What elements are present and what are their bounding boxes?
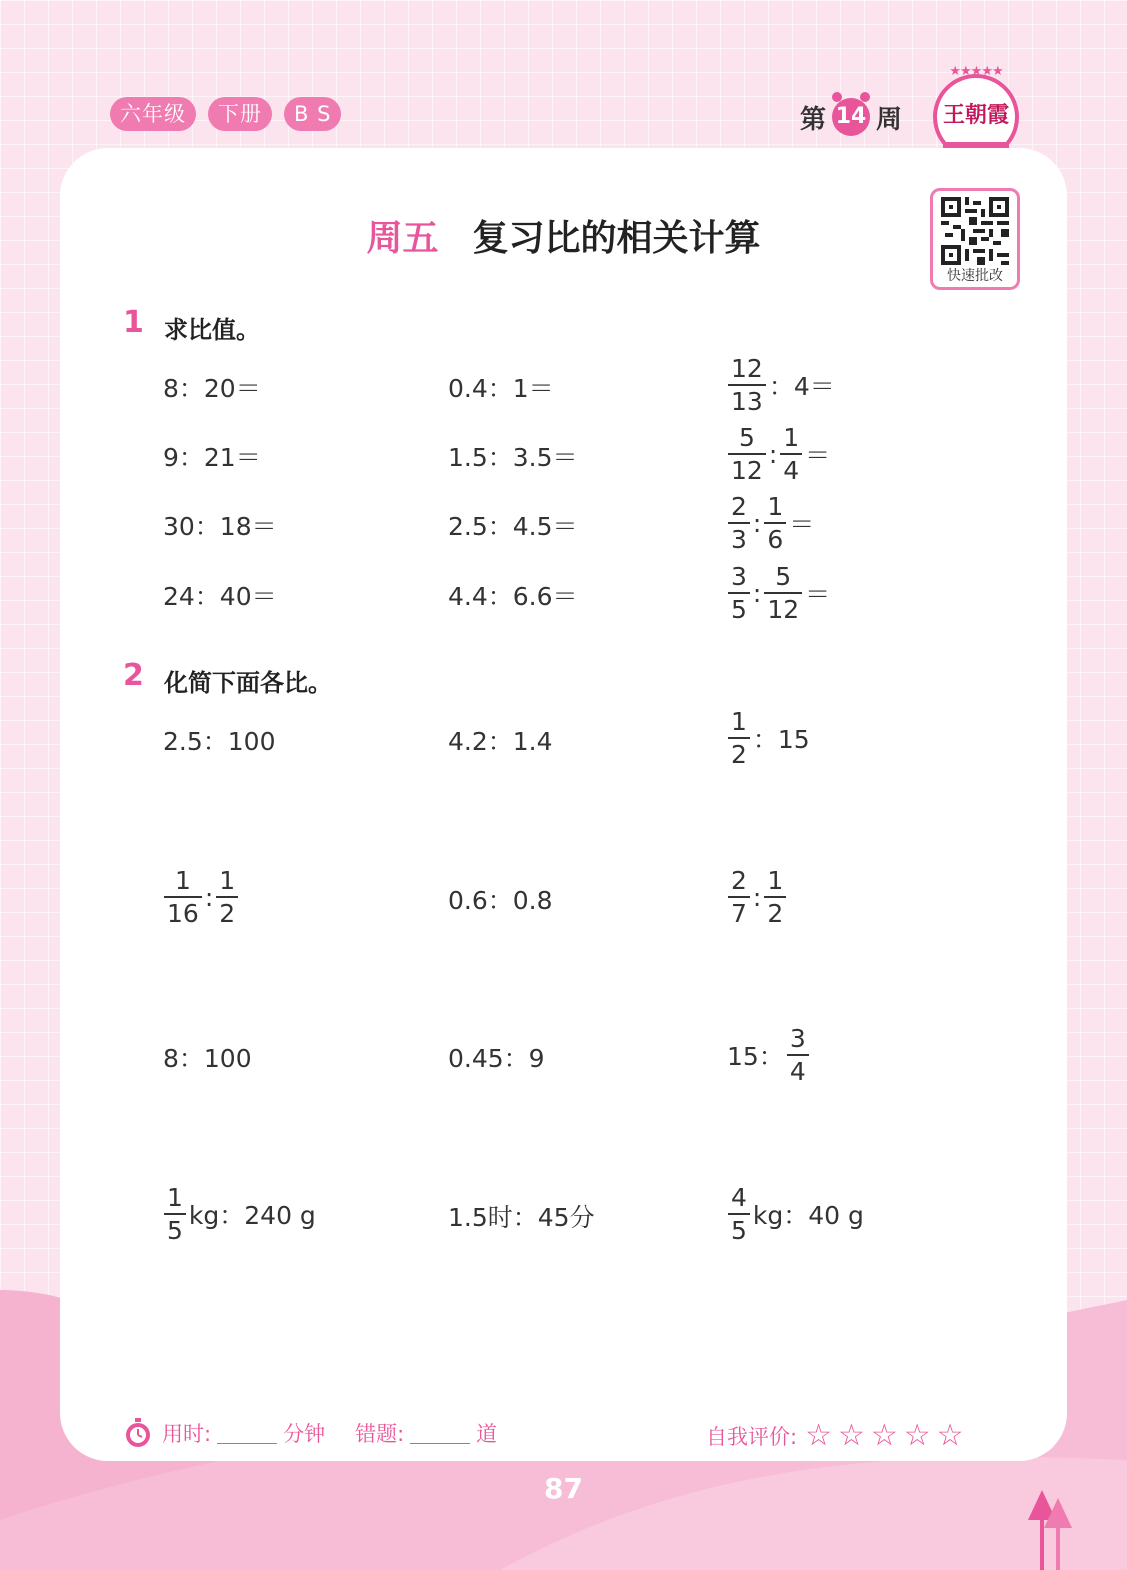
denominator: 16: [164, 896, 202, 926]
s1-item-3-1: 30：18＝: [163, 512, 277, 541]
week-prefix: 第: [800, 104, 827, 135]
time-label: 用时:: [162, 1422, 212, 1446]
numerator: 1: [174, 866, 191, 895]
s2-item-4-3: [725, 1185, 864, 1243]
s1-item-3-2: 2.5：4.5＝: [448, 512, 578, 541]
denominator: 6: [764, 522, 786, 552]
s1-item-3-3: [725, 494, 814, 552]
fraction: [728, 425, 766, 483]
s2-item-4-2: 1.5时：45分: [448, 1203, 595, 1232]
fraction: [728, 356, 766, 414]
arrow-up-icon: [1028, 1490, 1076, 1570]
expression-prefix: 15：: [727, 1042, 784, 1071]
numerator: 1: [167, 1183, 183, 1212]
qr-code-icon: [941, 197, 1009, 265]
denominator: 2: [728, 737, 750, 767]
fraction: [728, 494, 750, 552]
time-unit: 分钟: [283, 1422, 326, 1446]
expression-rest: kg：240 g: [188, 1201, 316, 1230]
section-1-title: 求比值。: [164, 316, 260, 344]
week-indicator: [800, 98, 902, 136]
volume-pill: 下册: [208, 97, 272, 131]
fraction: [164, 868, 202, 926]
expression-rest: ：4＝: [768, 372, 835, 401]
title-day: 周五: [366, 218, 439, 259]
denominator: 3: [728, 522, 750, 552]
fraction: [728, 709, 750, 767]
numerator: 2: [731, 492, 747, 521]
errors-unit: 道: [476, 1422, 498, 1446]
numerator: 1: [731, 707, 747, 736]
s2-item-1-1: 2.5：100: [163, 727, 276, 756]
denominator: 5: [728, 592, 750, 622]
ratio-colon: :: [752, 508, 762, 538]
numerator: 5: [738, 423, 755, 452]
denominator: 4: [787, 1054, 809, 1084]
denominator: 12: [728, 453, 766, 483]
s1-item-4-2: 4.4：6.6＝: [448, 582, 578, 611]
self-evaluation: [706, 1418, 970, 1453]
s2-item-2-3: [725, 868, 789, 926]
rating-stars-icon[interactable]: ☆☆☆☆☆: [805, 1418, 970, 1453]
page-number: 87: [544, 1472, 583, 1505]
logo-text: 王朝霞: [942, 102, 1009, 128]
time-input[interactable]: [217, 1423, 277, 1444]
section-2-title: 化简下面各比。: [164, 669, 332, 697]
denominator: 12: [764, 592, 802, 622]
logo-stars-icon: ★★★★★: [949, 64, 1003, 79]
fraction: [728, 868, 750, 926]
ratio-colon: :: [752, 882, 762, 912]
numerator: 5: [775, 562, 792, 591]
numerator: 1: [767, 492, 784, 521]
s1-item-4-1: 24：40＝: [163, 582, 277, 611]
denominator: 2: [764, 896, 786, 926]
denominator: 4: [780, 453, 802, 483]
denominator: 7: [728, 896, 750, 926]
fraction: [764, 564, 802, 622]
numerator: 4: [731, 1183, 747, 1212]
qr-label: 快速批改: [947, 268, 1003, 284]
expression-rest: ＝: [805, 580, 831, 609]
ratio-colon: :: [768, 439, 778, 469]
errors-label: 错题:: [355, 1422, 405, 1446]
numerator: 3: [789, 1024, 806, 1053]
s2-item-2-2: 0.6：0.8: [448, 886, 553, 915]
numerator: 12: [731, 354, 763, 383]
denominator: 13: [728, 384, 766, 414]
expression-rest: ＝: [805, 441, 831, 470]
expression-rest: ＝: [789, 510, 815, 539]
s1-item-2-2: 1.5：3.5＝: [448, 443, 578, 472]
s1-item-1-1: 8：20＝: [163, 374, 261, 403]
time-errors-record: [124, 1418, 497, 1448]
denominator: 5: [164, 1213, 186, 1243]
s1-item-1-3: [725, 356, 835, 414]
s2-item-3-3: [727, 1026, 812, 1084]
ratio-colon: :: [752, 578, 762, 608]
grade-tags: [110, 97, 341, 133]
ratio-colon: :: [204, 882, 214, 912]
edition-pill: B S: [284, 97, 341, 131]
fraction: [787, 1026, 809, 1084]
week-suffix: 周: [876, 104, 903, 135]
errors-input[interactable]: [410, 1423, 470, 1444]
fraction: [764, 868, 786, 926]
s2-item-2-1: [161, 868, 241, 926]
stopwatch-icon: [124, 1418, 152, 1448]
title-topic: 复习比的相关计算: [472, 218, 761, 259]
grade-pill: 六年级: [110, 97, 196, 131]
denominator: 2: [216, 896, 238, 926]
expression-rest: kg：40 g: [752, 1201, 864, 1230]
fraction: [728, 1185, 750, 1243]
s2-item-3-1: 8：100: [163, 1044, 252, 1073]
denominator: 5: [728, 1213, 750, 1243]
s1-item-1-2: 0.4：1＝: [448, 374, 554, 403]
s2-item-1-2: 4.2：1.4: [448, 727, 553, 756]
expression-rest: ：15: [752, 725, 810, 754]
fraction: [164, 1185, 186, 1243]
numerator: 1: [783, 423, 800, 452]
week-number-badge: 14: [832, 98, 870, 136]
fraction: [728, 564, 750, 622]
self-eval-label: 自我评价:: [706, 1424, 798, 1449]
numerator: 1: [767, 866, 784, 895]
s1-item-2-3: [725, 425, 830, 483]
qr-code[interactable]: [930, 188, 1020, 290]
s2-item-1-3: [725, 709, 810, 767]
s1-item-2-1: 9：21＝: [163, 443, 261, 472]
s1-item-4-3: [725, 564, 830, 622]
numerator: 3: [731, 562, 747, 591]
fraction: [764, 494, 786, 552]
s2-item-4-1: [161, 1185, 316, 1243]
section-1-number: 1: [123, 305, 144, 340]
section-2-number: 2: [123, 658, 144, 693]
s2-item-3-2: 0.45：9: [448, 1044, 545, 1073]
numerator: 1: [219, 866, 236, 895]
fraction: [216, 868, 238, 926]
fraction: [780, 425, 802, 483]
numerator: 2: [731, 866, 747, 895]
